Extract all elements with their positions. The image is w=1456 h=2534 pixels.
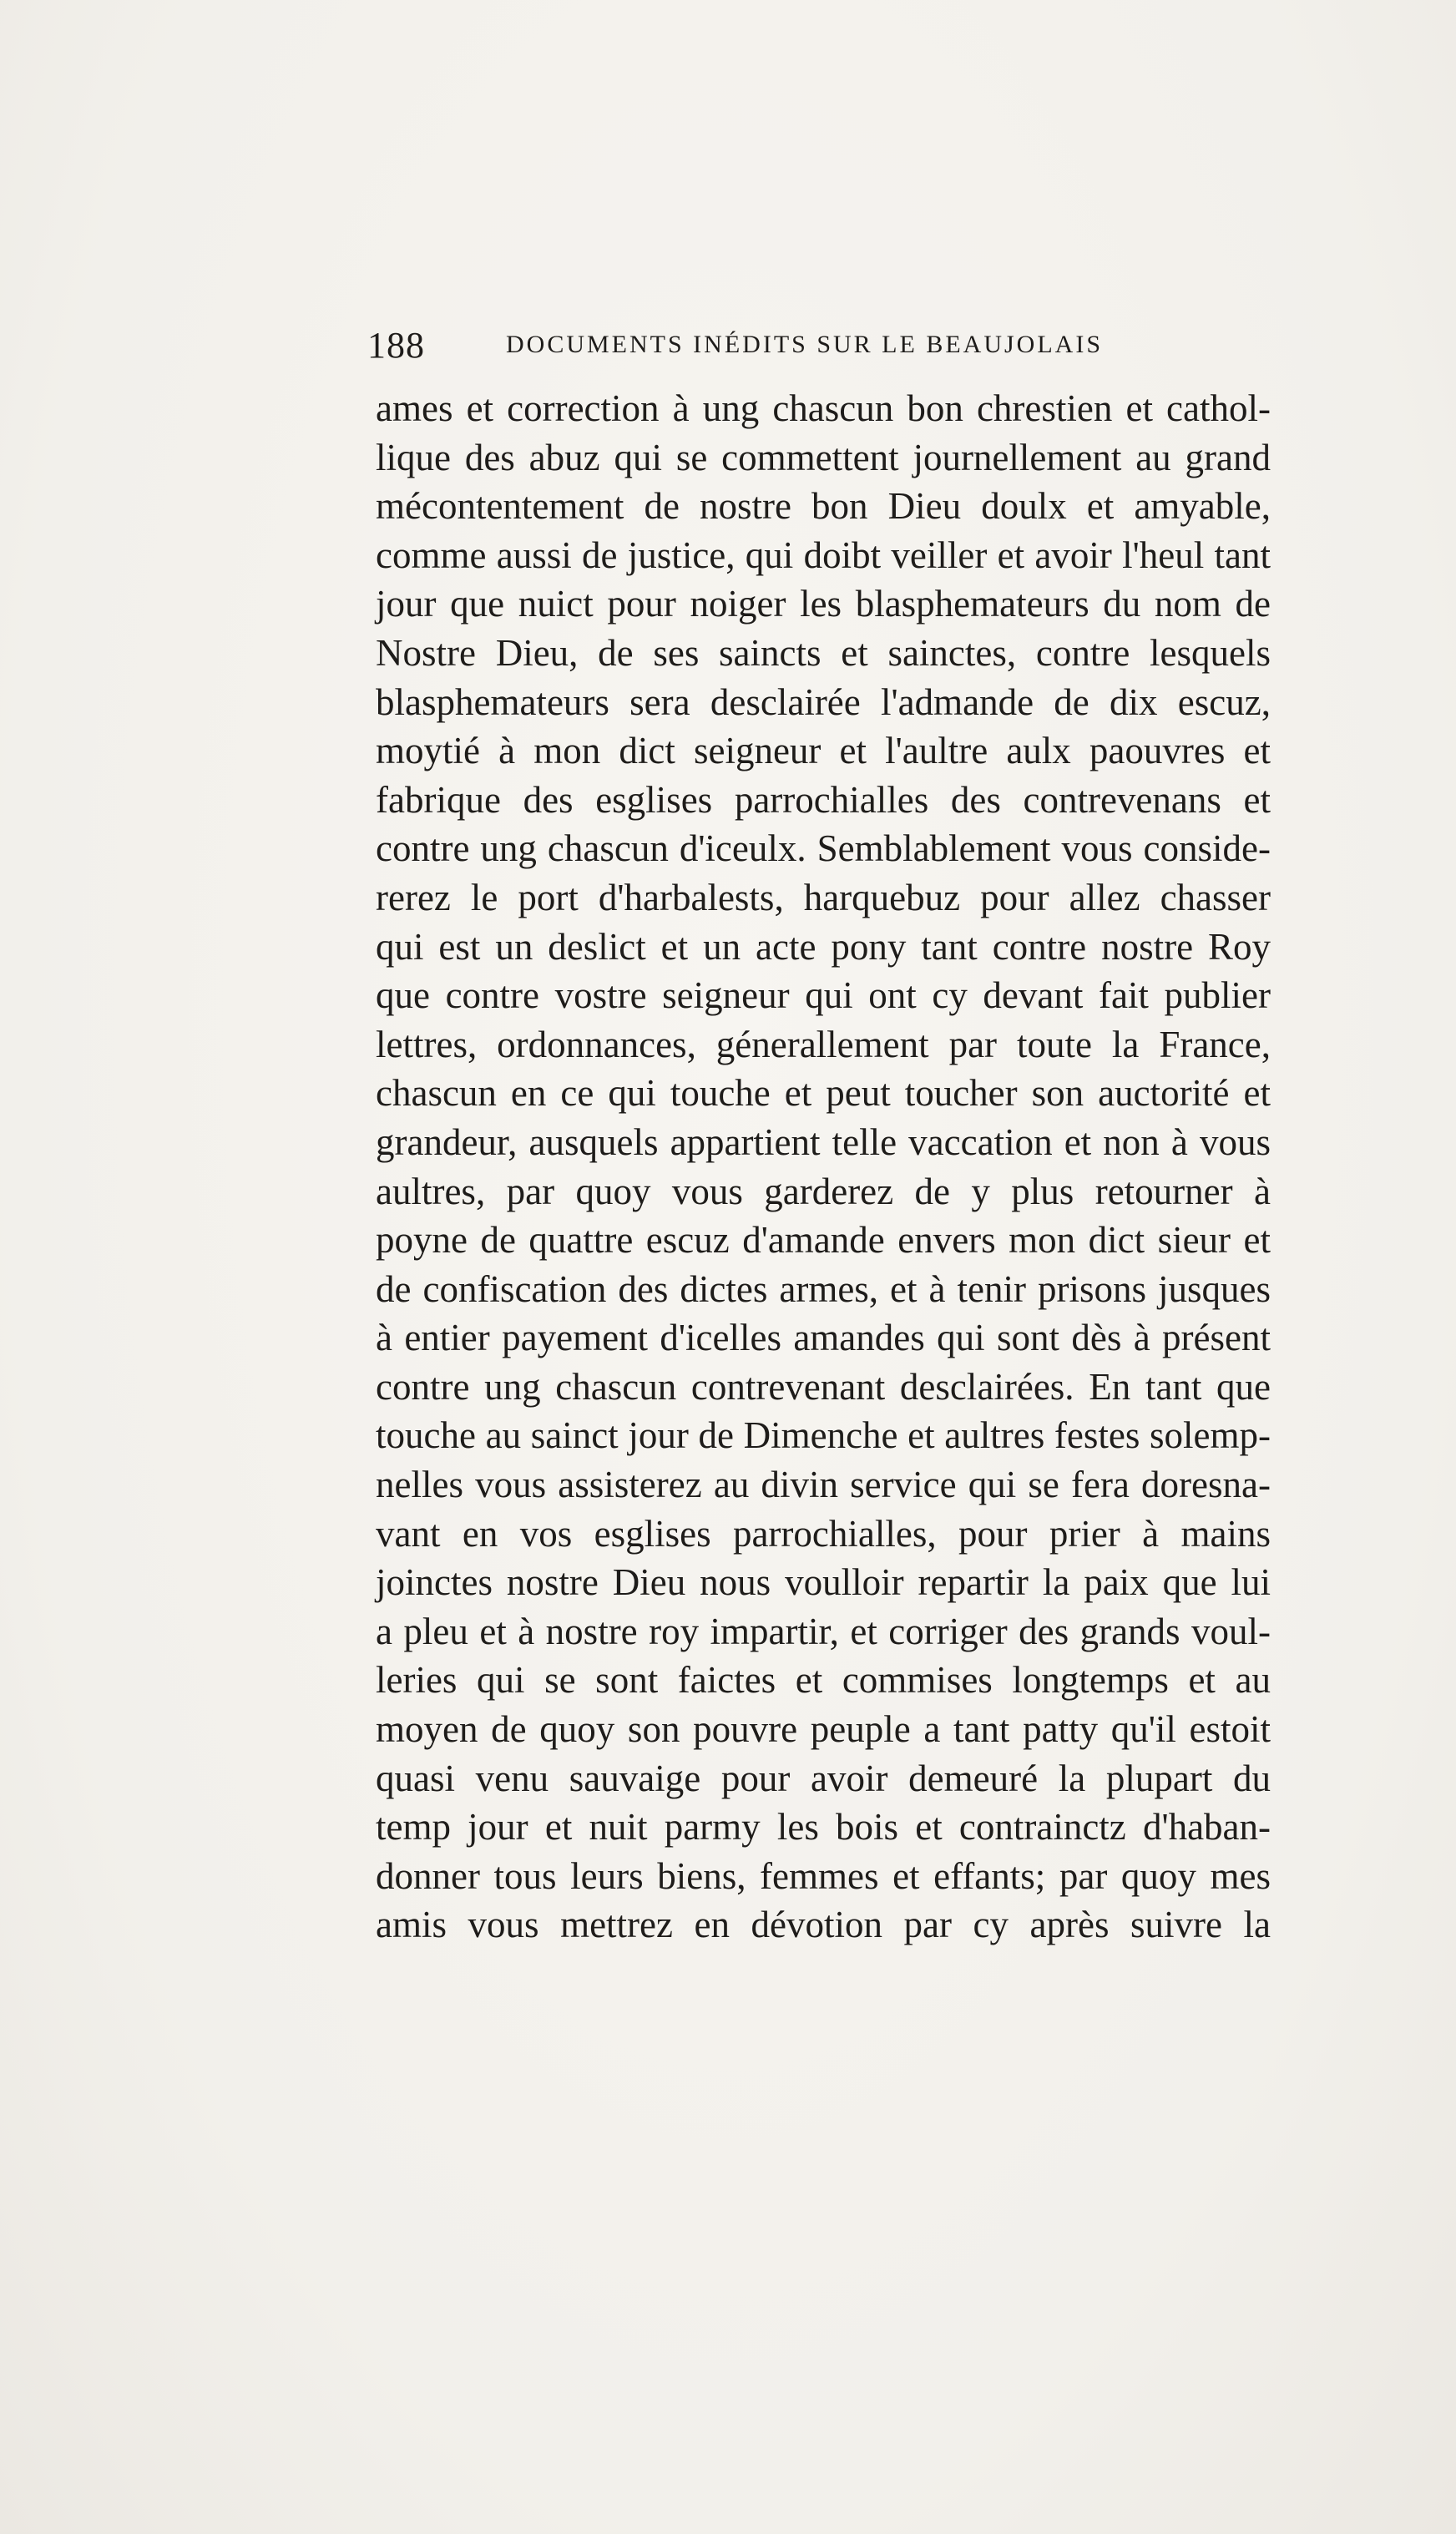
text-line: temp jour et nuit parmy les bois et contrainctz d'haban- xyxy=(376,1806,1271,1849)
text-line: ames et correction à ung chascun bon chrestien et cathol- xyxy=(376,387,1271,429)
page-number: 188 xyxy=(367,325,425,366)
text-line: poyne de quattre escuz d'amande envers mon dict sieur et xyxy=(376,1219,1271,1262)
running-head: DOCUMENTS INÉDITS SUR LE BEAUJOLAIS xyxy=(506,331,1104,358)
text-line: de confiscation des dictes armes, et à tenir prisons jusques xyxy=(376,1267,1271,1310)
body-text xyxy=(376,384,1271,1950)
text-line: rerez le port d'harbalests, harquebuz pour allez chasser xyxy=(376,876,1271,918)
text-line: joinctes nostre Dieu nous voulloir repartir la paix que lui xyxy=(376,1561,1271,1604)
text-line: jour que nuict pour noiger les blasphemateurs du nom de xyxy=(376,583,1271,625)
page-header xyxy=(367,324,1119,374)
text-line: lique des abuz qui se commettent journellement au grand xyxy=(376,436,1271,478)
text-line: contre ung chascun contrevenant desclairées. En tant que xyxy=(376,1365,1271,1408)
text-line: a pleu et à nostre roy impartir, et corriger des grands voul- xyxy=(376,1610,1271,1652)
text-line: nelles vous assisterez au divin service qui se fera doresna- xyxy=(376,1464,1271,1506)
text-line: moyen de quoy son pouvre peuple a tant patty qu'il estoit xyxy=(376,1708,1271,1751)
text-line: donner tous leurs biens, femmes et effants; par quoy mes xyxy=(376,1854,1271,1897)
text-line: fabrique des esglises parrochialles des contrevenans et xyxy=(376,778,1271,821)
text-line: aultres, par quoy vous garderez de y plus retourner à xyxy=(376,1170,1271,1212)
text-line: contre ung chascun d'iceulx. Semblablement vous conside- xyxy=(376,827,1271,870)
text-line: touche au sainct jour de Dimenche et aultres festes solemp- xyxy=(376,1414,1271,1457)
text-line: lettres, ordonnances, génerallement par toute la France, xyxy=(376,1023,1271,1065)
text-line: vant en vos esglises parrochialles, pour prier à mains xyxy=(376,1512,1271,1555)
text-line: que contre vostre seigneur qui ont cy devant fait publier xyxy=(376,974,1271,1017)
text-line: leries qui se sont faictes et commises longtemps et au xyxy=(376,1659,1271,1702)
text-line: moytié à mon dict seigneur et l'aultre aulx paouvres et xyxy=(376,730,1271,772)
text-line: à entier payement d'icelles amandes qui sont dès à présent xyxy=(376,1317,1271,1359)
text-line: comme aussi de justice, qui doibt veiller et avoir l'heul tant xyxy=(376,534,1271,576)
text-line: Nostre Dieu, de ses saincts et sainctes, contre lesquels xyxy=(376,631,1271,674)
text-line: amis vous mettrez en dévotion par cy après suivre la xyxy=(376,1904,1271,1946)
text-line: chascun en ce qui touche et peut toucher son auctorité et xyxy=(376,1072,1271,1115)
text-line: qui est un deslict et un acte pony tant contre nostre Roy xyxy=(376,925,1271,968)
text-line: mécontentement de nostre bon Dieu doulx et amyable, xyxy=(376,485,1271,528)
text-line: quasi venu sauvaige pour avoir demeuré la plupart du xyxy=(376,1757,1271,1799)
text-line: grandeur, ausquels appartient telle vaccation et non à vous xyxy=(376,1120,1271,1163)
text-line: blasphemateurs sera desclairée l'admande de dix escuz, xyxy=(376,680,1271,723)
